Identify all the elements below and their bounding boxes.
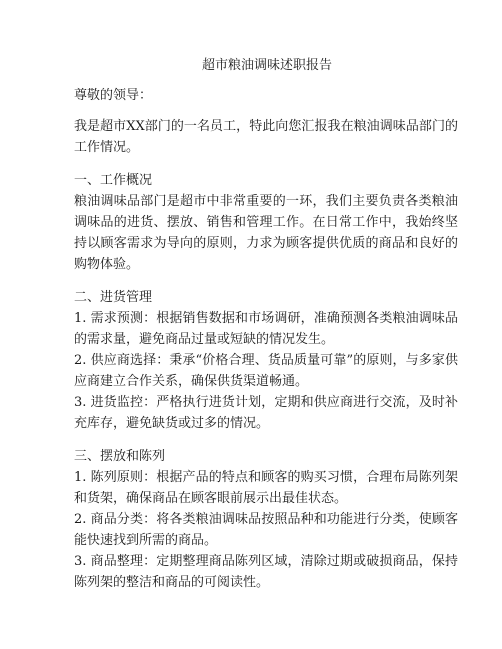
list-item: 1. 需求预测：根据销售数据和市场调研，准确预测各类粮油调味品的需求量，避免商品过量或短缺的情况发生。 [74,311,458,347]
section-heading-display: 三、摆放和陈列 [74,449,166,464]
overview-paragraph: 粮油调味品部门是超市中非常重要的一环，我们主要负责各类粮油调味品的进货、摆放、销售和管理工作。在日常工作中，我始终坚持以顾客需求为导向的原则，力求为顾客提供优质的商品和良好的购物体验。 [74,194,458,272]
list-item: 2. 商品分类：将各类粮油调味品按照品种和功能进行分类，使顾客能快速找到所需的商品。 [74,512,458,548]
intro-paragraph: 我是超市XX部门的一名员工，特此向您汇报我在粮油调味品部门的工作情况。 [74,119,458,155]
section-heading-overview: 一、工作概况 [74,173,153,188]
section-heading-purchasing: 二、进货管理 [74,290,153,305]
document-title: 超市粮油调味述职报告 [201,58,332,73]
list-item: 2. 供应商选择：秉承“价格合理、货品质量可靠”的原则，与多家供应商建立合作关系，确保供货渠道畅通。 [74,353,458,389]
salutation: 尊敬的领导： [74,88,153,103]
list-item: 3. 进货监控：严格执行进货计划，定期和供应商进行交流，及时补充库存，避免缺货或过多的情况。 [74,395,458,431]
list-item: 1. 陈列原则：根据产品的特点和顾客的购买习惯，合理布局陈列架和货架，确保商品在顾客眼前展示出最佳状态。 [74,470,458,506]
list-item: 3. 商品整理：定期整理商品陈列区域，清除过期或破损商品，保持陈列架的整洁和商品的可阅读性。 [74,554,458,590]
